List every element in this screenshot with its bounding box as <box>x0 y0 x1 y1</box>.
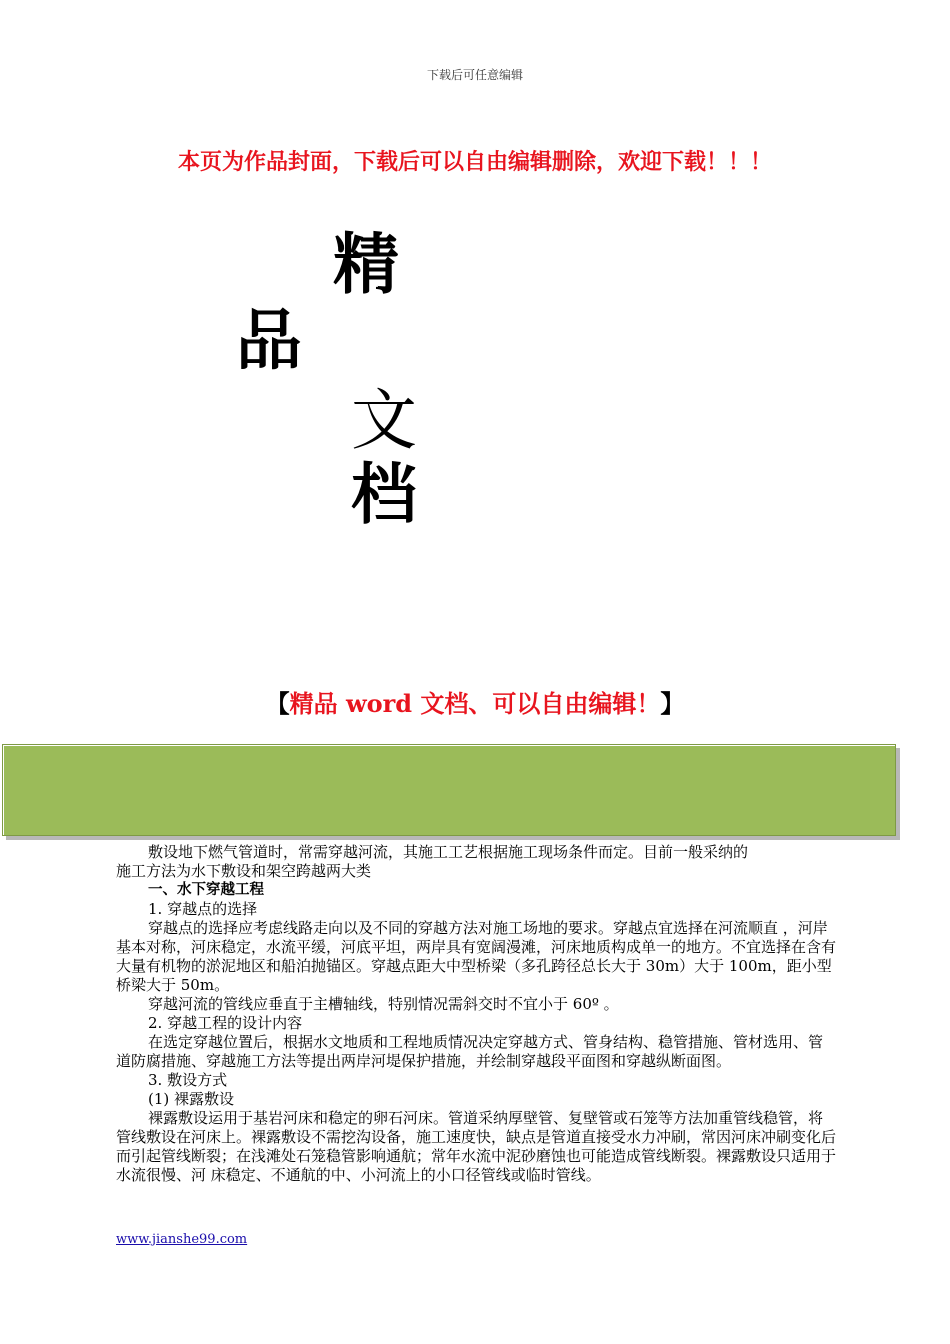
intro-line-2: 施工方法为水下敷设和架空跨越两大类 <box>116 862 372 880</box>
banner-text: 精品 word 文档、可以自由编辑！ <box>289 689 661 718</box>
word-banner <box>0 684 950 719</box>
cover-char-wen: 文 <box>351 382 417 459</box>
cover-notice: 本页为作品封面，下载后可以自由编辑删除，欢迎下载！！！ <box>177 150 772 175</box>
intro-line-1: 敷设地下燃气管道时，常需穿越河流，其施工工艺根据施工现场条件而定。目前一般采纳的 <box>148 843 749 861</box>
cover-char-dang: 档 <box>351 456 417 533</box>
paragraph-design-content: 在选定穿越位置后，根据水文地质和工程地质情况决定穿越方式、管身结构、稳管措施、管材选用、管道防腐措施、穿越施工方法等提出两岸河堤保护措施，并绘制穿越段平面图和穿越纵断面图。 <box>116 1033 824 1070</box>
paragraph-crossing-point: 穿越点的选择应考虑线路走向以及不同的穿越方法对施工场地的要求。穿越点宜选择在河流顺直 ，河岸基本对称，河床稳定，水流平缓，河底平坦，两岸具有宽阔漫滩，河床地质构成单一的地方。不宜选择在含有大量有机物的淤泥地区和船泊抛锚区。穿越点距大中型桥梁（多孔跨径总长大于 30m）大于 100m，距小型桥梁大于 50m。 <box>116 919 837 994</box>
document-body <box>116 843 836 1185</box>
cover-char-pin: 品 <box>236 302 302 379</box>
banner-open-bracket: 【 <box>265 689 290 718</box>
subheading-crossing-point: 1. 穿越点的选择 <box>148 900 258 918</box>
paragraph-exposed-laying: 裸露敷设运用于基岩河床和稳定的卵石河床。管道采纳厚壁管、复壁管或石笼等方法加重管线稳管，将管线敷设在河床上。裸露敷设不需挖沟设备，施工速度快，缺点是管道直接受水力冲刷，常因河床冲刷变化后而引起管线断裂；在浅滩处石笼稳管影响通航；常年水流中泥砂磨蚀也可能造成管线断裂。裸露敷设只适用于水流很慢、河 床稳定、不通航的中、小河流上的小口径管线或临时管线。 <box>116 1109 837 1184</box>
footer-website-link[interactable]: www.jianshe99.com <box>116 1232 248 1247</box>
cover-char-jing: 精 <box>333 226 399 303</box>
header-note: 下载后可任意编辑 <box>426 68 523 82</box>
subheading-design-content: 2. 穿越工程的设计内容 <box>148 1014 303 1032</box>
subheading-exposed-laying: (1) 裸露敷设 <box>148 1090 235 1108</box>
subheading-laying-method: 3. 敷设方式 <box>148 1071 228 1089</box>
section-heading-underwater: 一、水下穿越工程 <box>148 882 264 898</box>
paragraph-angle: 穿越河流的管线应垂直于主槽轴线，特别情况需斜交时不宜小于 60º 。 <box>148 995 619 1013</box>
green-banner-box <box>2 744 896 836</box>
banner-close-bracket: 】 <box>660 689 685 718</box>
